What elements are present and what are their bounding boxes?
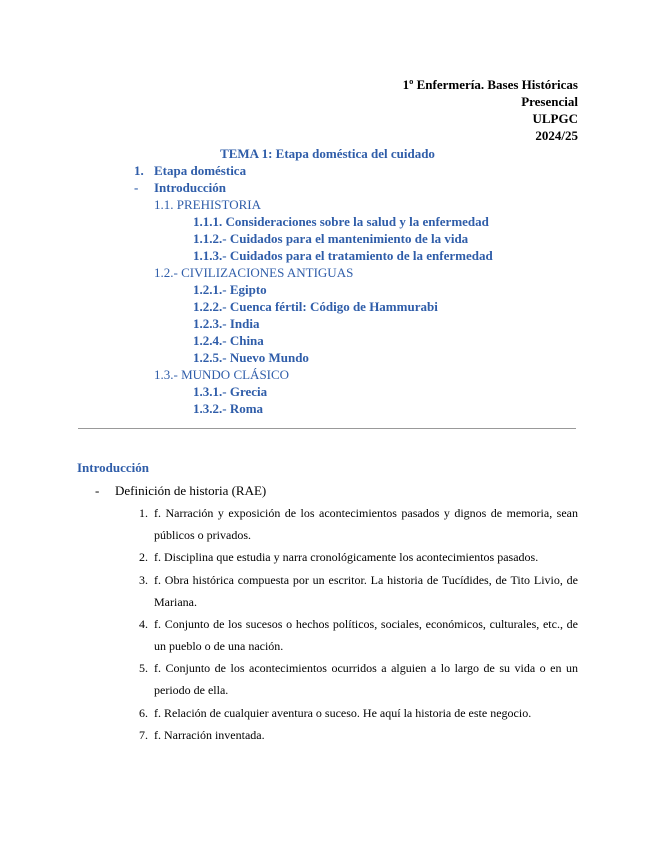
document-header xyxy=(403,76,578,144)
toc-entry: 1.2.4.- China xyxy=(193,333,264,348)
list-number: 4. xyxy=(139,617,148,631)
toc-entry: 1.1.3.- Cuidados para el tratamiento de la enfermedad xyxy=(193,248,493,263)
toc-entry: 1.2.5.- Nuevo Mundo xyxy=(193,350,309,365)
toc-entry-text: Etapa doméstica xyxy=(154,163,247,178)
toc-entry: 1.1.2.- Cuidados para el mantenimiento de la vida xyxy=(193,231,469,246)
list-item xyxy=(130,724,578,746)
list-item-text: f. Obra histórica compuesta por un escritor. La historia de Tucídides, de Tito Livio, de Mariana. xyxy=(154,573,578,609)
list-item xyxy=(130,702,578,724)
list-number: 5. xyxy=(139,661,148,675)
bullet-dash: - xyxy=(95,483,100,498)
toc-title: TEMA 1: Etapa doméstica del cuidado xyxy=(220,146,435,161)
list-number: 3. xyxy=(139,573,148,587)
list-item-text: f. Conjunto de los sucesos o hechos políticos, sociales, económicos, culturales, etc., de un pueblo o de una nación. xyxy=(154,617,578,653)
list-item-text: f. Relación de cualquier aventura o suceso. He aquí la historia de este negocio. xyxy=(154,706,532,720)
list-item xyxy=(130,613,578,657)
toc-marker: - xyxy=(134,180,139,195)
list-item-text: f. Conjunto de los acontecimientos ocurridos a alguien a lo largo de su vida o en un periodo de ella. xyxy=(154,661,578,697)
header-modality: Presencial xyxy=(521,94,578,109)
list-number: 2. xyxy=(139,550,148,564)
toc-entry: 1.2.- CIVILIZACIONES ANTIGUAS xyxy=(154,265,354,280)
list-item xyxy=(130,546,578,568)
header-university: ULPGC xyxy=(532,111,578,126)
toc-entry: 1.2.2.- Cuenca fértil: Código de Hammurabi xyxy=(193,299,438,314)
toc-entry: 1.3.- MUNDO CLÁSICO xyxy=(154,367,290,382)
list-item-text: f. Narración inventada. xyxy=(154,728,265,742)
list-item xyxy=(130,502,578,546)
definition-label: Definición de historia (RAE) xyxy=(115,483,267,498)
toc-marker: 1. xyxy=(134,163,144,178)
list-item xyxy=(130,569,578,613)
toc-entry-text: Introducción xyxy=(154,180,226,195)
horizontal-divider xyxy=(78,428,576,429)
list-item-text: f. Disciplina que estudia y narra cronológicamente los acontecimientos pasados. xyxy=(154,550,539,564)
header-course: 1º Enfermería. Bases Históricas xyxy=(402,77,578,92)
toc-entry: 1.2.3.- India xyxy=(193,316,260,331)
section-title-introduccion: Introducción xyxy=(77,460,149,475)
list-item xyxy=(130,657,578,701)
list-item-text: f. Narración y exposición de los acontecimientos pasados y dignos de memoria, sean públicos o privados. xyxy=(154,506,578,542)
toc-entry: 1.1. PREHISTORIA xyxy=(154,197,262,212)
list-number: 1. xyxy=(139,506,148,520)
toc-entry: 1.2.1.- Egipto xyxy=(193,282,267,297)
toc-entry: 1.3.1.- Grecia xyxy=(193,384,268,399)
toc-entry: 1.3.2.- Roma xyxy=(193,401,264,416)
toc-entry: 1.1.1. Consideraciones sobre la salud y la enfermedad xyxy=(193,214,489,229)
list-number: 6. xyxy=(139,706,148,720)
list-number: 7. xyxy=(139,728,148,742)
header-year: 2024/25 xyxy=(535,128,578,143)
